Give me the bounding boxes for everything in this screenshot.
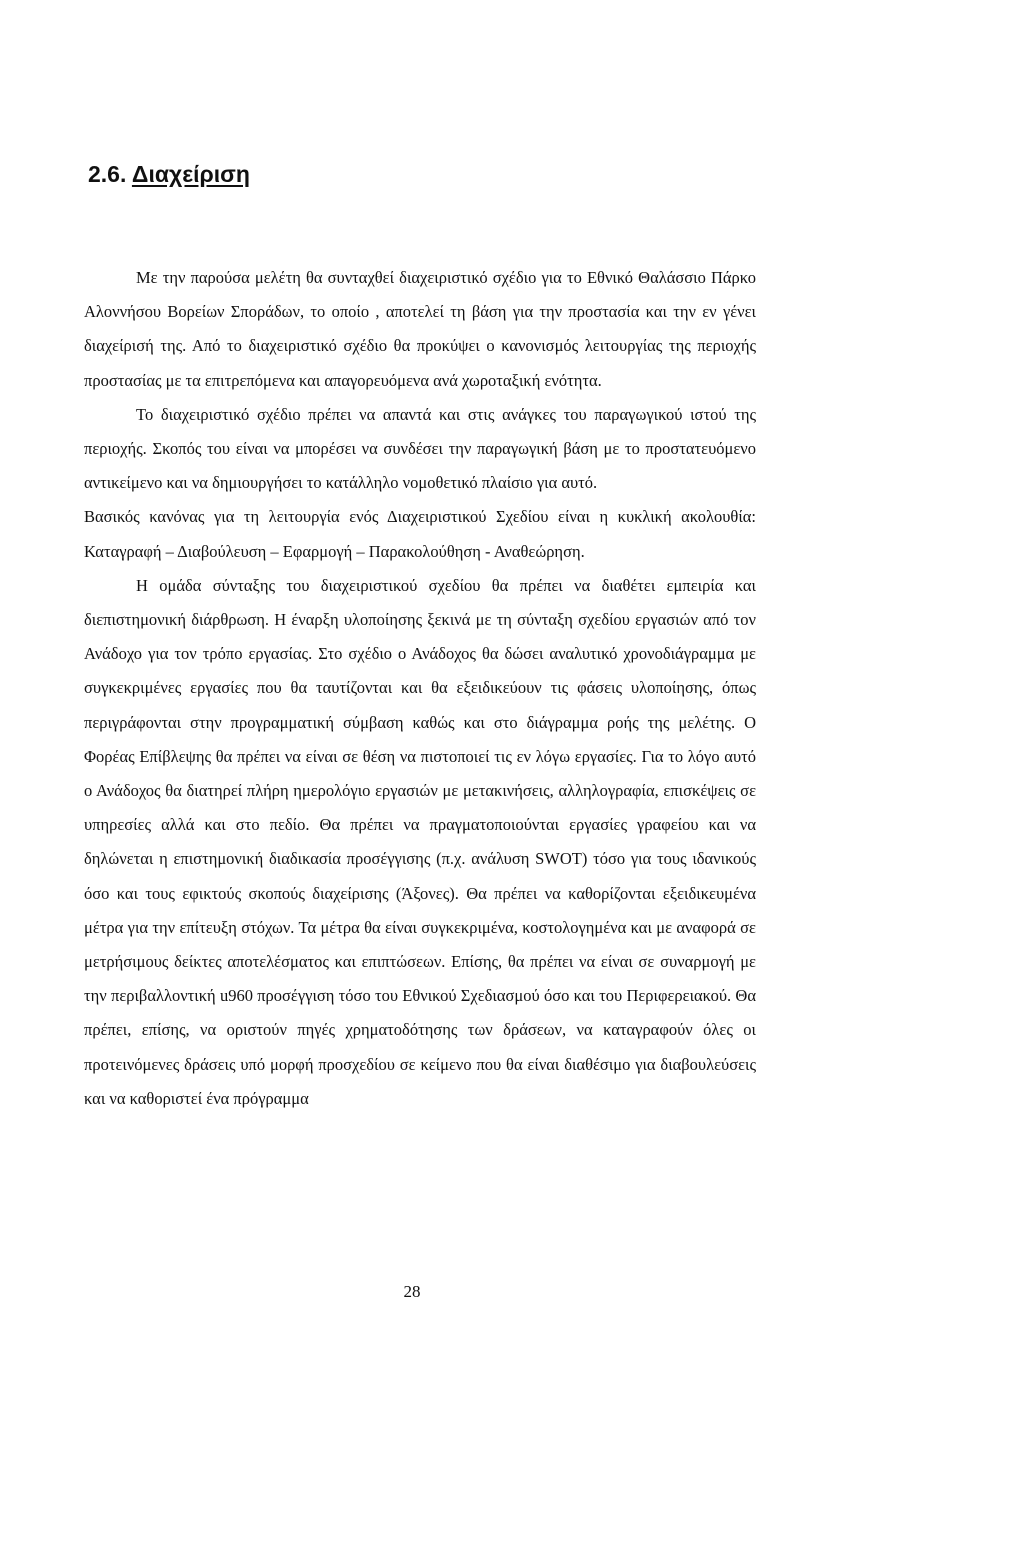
section-heading bbox=[88, 158, 250, 190]
paragraph-intro: Με την παρούσα μελέτη θα συνταχθεί διαχειριστικό σχέδιο για το Εθνικό Θαλάσσιο Πάρκο Αλοννήσου Βορείων Σποράδων, το οποίο , αποτελεί τη βάση για την προστασία και την εν γένει διαχείρισή της. Από το διαχειριστικό σχέδιο θα προκύψει ο κανονισμός λειτουργίας της περιοχής προστασίας με τα επιτρεπόμενα και απαγορευόμενα ανά χωροταξική ενότητα. bbox=[84, 268, 756, 390]
paragraph-productive-base: Το διαχειριστικό σχέδιο πρέπει να απαντά και στις ανάγκες του παραγωγικού ιστού της περιοχής. Σκοπός του είναι να μπορέσει να συνδέσει την παραγωγική βάση με το προστατευόμενο αντικείμενο και να δημιουργήσει το κατάλληλο νομοθετικό πλαίσιο για αυτό. bbox=[84, 404, 756, 493]
section-number: 2.6. bbox=[88, 161, 127, 187]
page-number: 28 bbox=[403, 1282, 421, 1301]
paragraph-team: Η ομάδα σύνταξης του διαχειριστικού σχεδίου θα πρέπει να διαθέτει εμπειρία και διεπιστημονική διάρθρωση. Η έναρξη υλοποίησης ξεκινά με τη σύνταξη σχεδίου εργασιών από τον Ανάδοχο για τον τρόπο εργασίας. Στο σχέδιο ο Ανάδοχος θα δώσει αναλυτικό χρονοδιάγραμμα με συγκεκριμένες εργασίες που θα ταυτίζονται και θα εξειδικεύουν τις φάσεις υλοποίησης, όπως περιγράφονται στην προγραμματική σύμβαση καθώς και στο διάγραμμα ροής της μελέτης. Ο Φορέας Επίβλεψης θα πρέπει να είναι σε θέση να πιστοποιεί τις εν λόγω εργασίες. Για το λόγο αυτό ο Ανάδοχος θα διατηρεί πλήρη ημερολόγιο εργασιών με μετακινήσεις, αλληλογραφία, επισκέψεις σε υπηρεσίες αλλά και στο πεδίο. Θα πρέπει να πραγματοποιούνται εργασίες γραφείου και να δηλώνεται η επιστημονική διαδικασία προσέγγισης (π.χ. ανάλυση SWOT) τόσο για τους ιδανικούς όσο και τους εφικτούς σκοπούς διαχείρισης (Άξονες). Θα πρέπει να καθορίζονται εξειδικευμένα μέτρα για την επίτευξη στόχων. Τα μέτρα θα είναι συγκεκριμένα, κοστολογημένα και με αναφορά σε μετρήσιμους δείκτες αποτελέσματος και επιπτώσεων. Επίσης, θα πρέπει να είναι σε συναρμογή με την περιβαλλοντική u960 προσέγγιση τόσο του Εθνικού Σχεδιασμού όσο και του Περιφερειακού. Θα πρέπει, επίσης, να οριστούν πηγές χρηματοδότησης των δράσεων, να καταγραφούν όλες οι προτεινόμενες δράσεις υπό μορφή προσχεδίου σε κείμενο που θα είναι διαθέσιμο για διαβουλεύσεις και να καθοριστεί ένα πρόγραμμα bbox=[84, 575, 756, 1108]
paragraph-cycle: Βασικός κανόνας για τη λειτουργία ενός Διαχειριστικού Σχεδίου είναι η κυκλική ακολουθία: Καταγραφή – Διαβούλευση – Εφαρμογή – Παρακολούθηση - Αναθεώρηση. bbox=[84, 507, 756, 561]
section-title: Διαχείριση bbox=[131, 161, 250, 187]
body-text bbox=[84, 261, 756, 1116]
